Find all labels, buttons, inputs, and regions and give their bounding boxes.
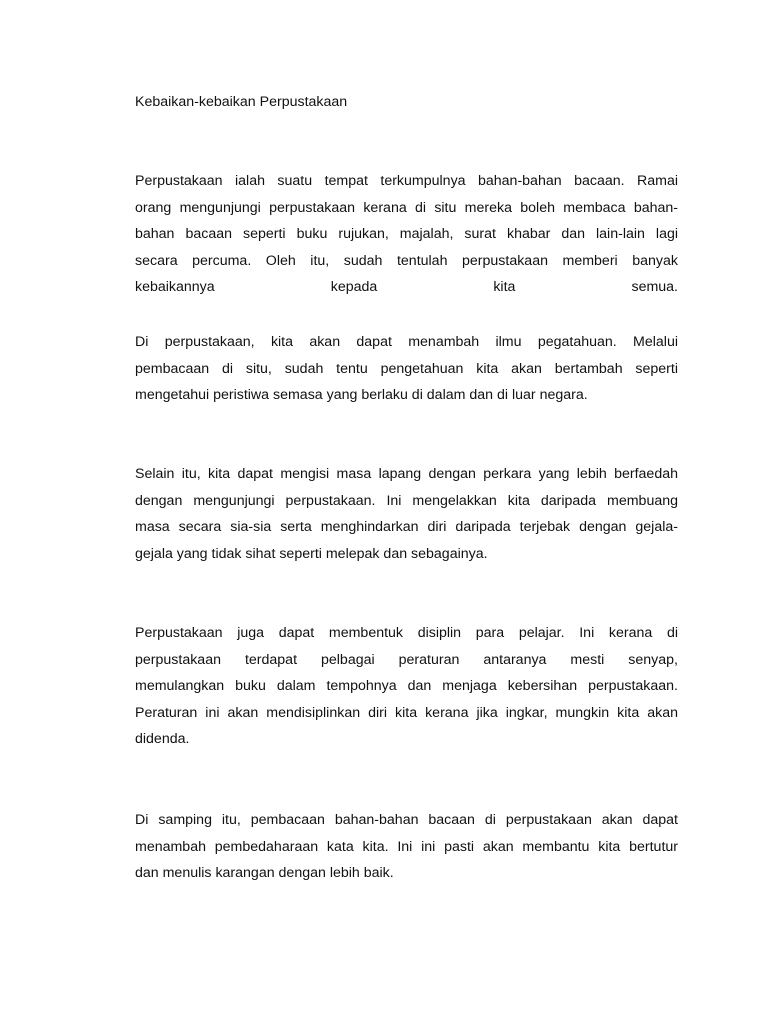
paragraph-2 (135, 329, 678, 409)
paragraph-line: gejala yang tidak sihat seperti melepak dan sebagainya. (135, 545, 488, 562)
paragraph-line: kebaikannya kepada kita semua. (135, 279, 678, 295)
paragraph-line: bahan bacaan seperti buku rujukan, majalah, surat khabar dan lain-lain lagi (135, 226, 678, 242)
paragraph-line: dan menulis karangan dengan lebih baik. (135, 865, 394, 881)
paragraph-4 (135, 620, 678, 753)
paragraph-line: didenda. (135, 731, 190, 747)
paragraph-1 (135, 168, 678, 301)
paragraph-5 (135, 807, 678, 887)
paragraph-line: masa secara sia-sia serta menghindarkan diri daripada terjebak dengan gejala- (135, 519, 678, 535)
paragraph-line: Di samping itu, pembacaan bahan-bahan bacaan di perpustakaan akan dapat (135, 812, 678, 828)
paragraph-line: memulangkan buku dalam tempohnya dan menjaga kebersihan perpustakaan. (135, 678, 678, 694)
paragraph-line: mengetahui peristiwa semasa yang berlaku di dalam dan di luar negara. (135, 387, 588, 403)
paragraph-line: perpustakaan terdapat pelbagai peraturan antaranya mesti senyap, (135, 651, 678, 668)
paragraph-line: Perpustakaan ialah suatu tempat terkumpulnya bahan-bahan bacaan. Ramai (135, 173, 678, 189)
paragraph-line: secara percuma. Oleh itu, sudah tentulah perpustakaan memberi banyak (135, 252, 678, 269)
paragraph-line: Perpustakaan juga dapat membentuk disiplin para pelajar. Ini kerana di (135, 625, 678, 641)
paragraph-3 (135, 461, 678, 567)
paragraph-line: menambah pembedaharaan kata kita. Ini ini pasti akan membantu kita bertutur (135, 838, 678, 855)
paragraph-line: Selain itu, kita dapat mengisi masa lapang dengan perkara yang lebih berfaedah (135, 466, 678, 482)
paragraph-line: orang mengunjungi perpustakaan kerana di situ mereka boleh membaca bahan- (135, 199, 678, 216)
paragraph-line: Di perpustakaan, kita akan dapat menambah ilmu pegatahuan. Melalui (135, 334, 678, 350)
paragraph-line: Peraturan ini akan mendisiplinkan diri kita kerana jika ingkar, mungkin kita akan (135, 704, 678, 721)
document-title: Kebaikan-kebaikan Perpustakaan (135, 94, 348, 110)
paragraph-line: dengan mengunjungi perpustakaan. Ini mengelakkan kita daripada membuang (135, 492, 678, 509)
paragraph-line: pembacaan di situ, sudah tentu pengetahuan kita akan bertambah seperti (135, 360, 678, 377)
